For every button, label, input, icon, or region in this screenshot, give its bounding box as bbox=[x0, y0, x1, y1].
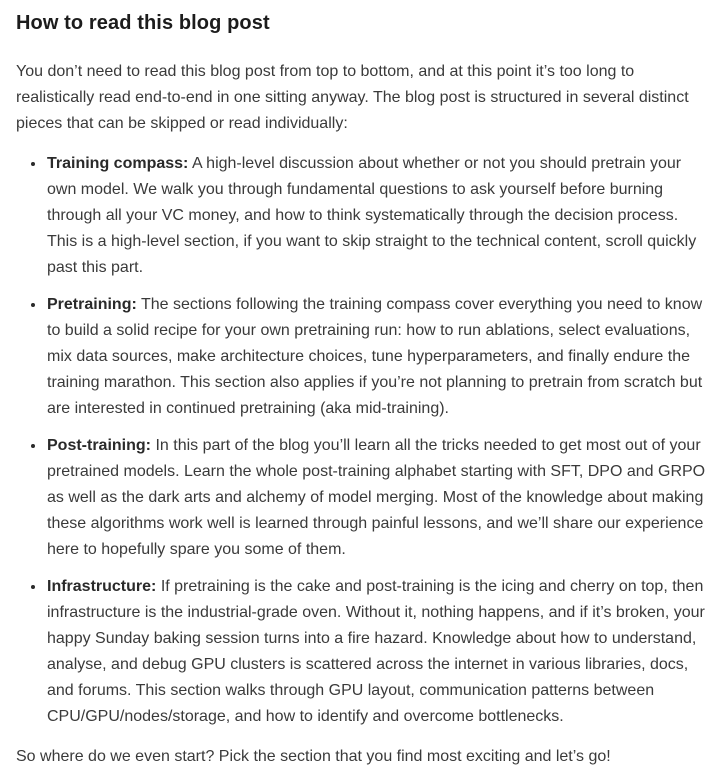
list-item-label: Training compass: bbox=[47, 155, 189, 172]
list-item-label: Infrastructure: bbox=[47, 578, 157, 595]
list-item-infrastructure bbox=[46, 574, 710, 730]
section-heading: How to read this blog post bbox=[16, 12, 270, 34]
list-item-text: In this part of the blog you’ll learn all the tricks needed to get most out of your pretrained models. Learn the whole post-training alphabet starting with SFT, DPO and GRPO as well as the dark arts and alchemy of model merging. Most of the knowledge about making these algorithms work well is learned through painful lessons, and we’ll share our experience here to hopefully spare you some of them. bbox=[47, 437, 706, 558]
list-item-text: A high-level discussion about whether or not you should pretrain your own model. We walk you through fundamental questions to ask yourself before burning through all your VC money, and how to think systematically through the decision process. This is a high-level section, if you want to skip straight to the technical content, scroll quickly past this part. bbox=[47, 155, 697, 276]
section-overview-list bbox=[16, 151, 710, 730]
intro-paragraph: You don’t need to read this blog post from top to bottom, and at this point it’s too long to realistically read end-to-end in one sitting anyway. The blog post is structured in several distinct pieces that can be skipped or read individually: bbox=[16, 63, 689, 132]
list-item-training-compass bbox=[46, 151, 710, 281]
list-item-post-training bbox=[46, 433, 710, 563]
list-item-label: Post-training: bbox=[47, 437, 151, 454]
list-item-label: Pretraining: bbox=[47, 296, 137, 313]
list-item-text: The sections following the training compass cover everything you need to know to build a solid recipe for your own pretraining run: how to run ablations, select evaluations, mix data sources, make architecture choices, tune hyperparameters, and finally endure the training marathon. This section also applies if you’re not planning to pretrain from scratch but are interested in continued pretraining (aka mid-training). bbox=[47, 296, 703, 417]
list-item-pretraining bbox=[46, 292, 710, 422]
closing-paragraph: So where do we even start? Pick the section that you find most exciting and let’s go! bbox=[16, 748, 611, 765]
list-item-text: If pretraining is the cake and post-training is the icing and cherry on top, then infrastructure is the industrial-grade oven. Without it, nothing happens, and if it’s broken, your happy Sunday baking session turns into a fire hazard. Knowledge about how to understand, analyse, and debug GPU clusters is scattered across the internet in various libraries, docs, and forums. This section walks through GPU layout, communication patterns between CPU/GPU/nodes/storage, and how to identify and overcome bottlenecks. bbox=[47, 578, 705, 725]
